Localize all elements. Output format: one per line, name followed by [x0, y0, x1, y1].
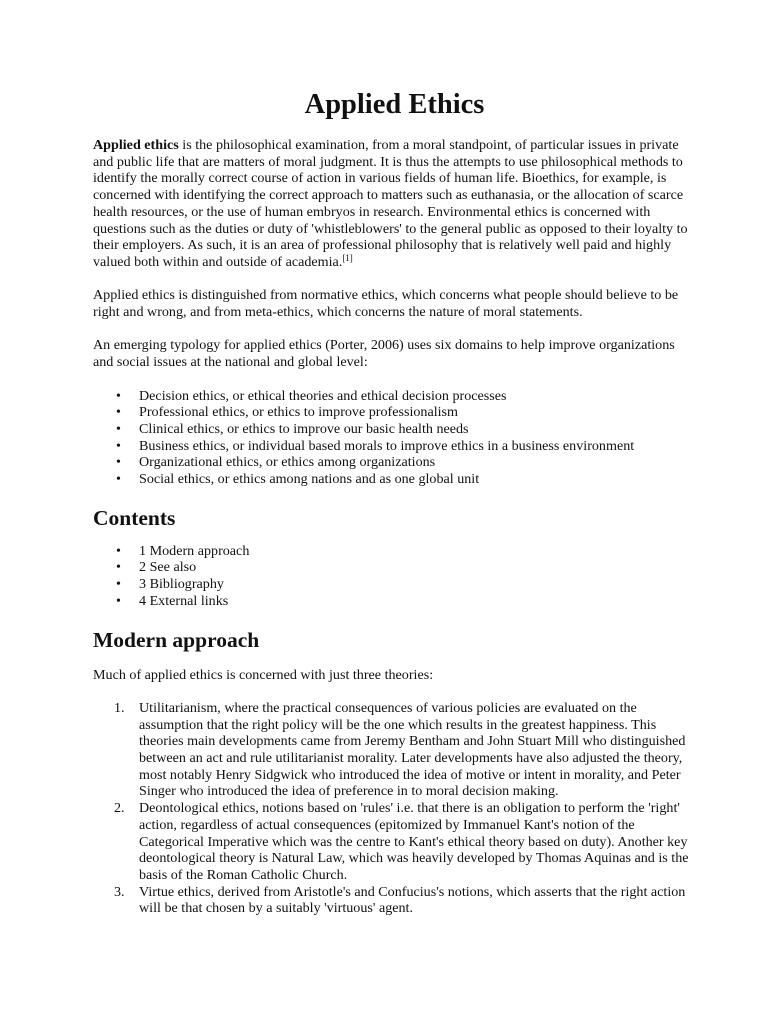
- contents-heading: Contents: [93, 505, 176, 530]
- page-title: Applied Ethics: [304, 89, 485, 120]
- list-item: • Professional ethics, or ethics to improve professionalism: [116, 404, 459, 421]
- toc-item-modern-approach[interactable]: • 1 Modern approach: [116, 542, 250, 559]
- list-item: 2. Deontological ethics, notions based on 'rules' i.e. that there is an obligation to perform the 'right' action, regardless of actual consequences (epitomized by Immanuel Kant's notion of the Categorical Imperative which was the centre to Kant's ethical theory based on duty). Another key deontological theory is Natural Law, which was heavily developed by Thomas Aquinas and is the basis of the Roman Catholic Church.: [114, 800, 689, 883]
- bullet-icon: •: [116, 576, 121, 593]
- bullet-icon: •: [116, 420, 121, 437]
- domains-list: [93, 388, 696, 488]
- footnote-link[interactable]: [1]: [342, 252, 353, 263]
- intro-paragraph: [93, 137, 696, 271]
- modern-intro-paragraph: Much of applied ethics is concerned with just three theories:: [93, 666, 434, 683]
- toc-item-external-links[interactable]: • 4 External links: [116, 592, 229, 609]
- modern-approach-heading: Modern approach: [93, 627, 260, 652]
- list-item: • Clinical ethics, or ethics to improve our basic health needs: [116, 420, 469, 437]
- toc-item-bibliography[interactable]: • 3 Bibliography: [116, 576, 224, 593]
- list-item: • Social ethics, or ethics among nations and as one global unit: [116, 471, 480, 488]
- typology-paragraph: An emerging typology for applied ethics (Porter, 2006) uses six domains to help improve organizations and social issues at the national and global level:: [93, 337, 675, 371]
- theories-list: [93, 700, 696, 917]
- list-item: • Organizational ethics, or ethics among organizations: [116, 454, 436, 471]
- bullet-icon: •: [116, 387, 121, 404]
- bullet-icon: •: [116, 592, 121, 609]
- intro-text: is the philosophical examination, from a moral standpoint, of particular issues in private and public life that are matters of moral judgment. It is thus the attempts to use philosophical methods to identify the morally correct course of action in various fields of human life. Bioethics, for example, is concerned with identifying the correct approach to matters such as euthanasia, or the allocation of scarce health resources, or the use of human embryos in research. Environmental ethics is concerned with questions such as the duties or duty of 'whistleblowers' to the general public as opposed to their loyalty to their employers. As such, it is an area of professional philosophy that is relatively well paid and highly valued both within and outside of academia.: [93, 137, 688, 270]
- list-number: 3.: [114, 883, 125, 900]
- intro-bold-term: Applied ethics: [93, 137, 179, 153]
- bullet-icon: •: [116, 471, 121, 488]
- bullet-icon: •: [116, 437, 121, 454]
- list-number: 2.: [114, 800, 125, 817]
- list-item: 1. Utilitarianism, where the practical consequences of various policies are evaluated on the assumption that the right policy will be the one which results in the greatest happiness. This theories main developments came from Jeremy Bentham and John Stuart Mill who distinguished between an act and rule utilitarianist morality. Later developments have also adjusted the theory, most notably Henry Sidgwick who introduced the idea of motive or intent in morality, and Peter Singer who introduced the idea of preference in to moral decision making.: [114, 699, 686, 800]
- toc-item-see-also[interactable]: • 2 See also: [116, 559, 197, 576]
- bullet-icon: •: [116, 454, 121, 471]
- contents-list: [93, 543, 696, 610]
- list-item: 3. Virtue ethics, derived from Aristotle's and Confucius's notions, which asserts that the right action will be that chosen by a suitably 'virtuous' agent.: [114, 883, 686, 917]
- list-item: • Decision ethics, or ethical theories and ethical decision processes: [116, 387, 507, 404]
- list-item: • Business ethics, or individual based morals to improve ethics in a business environment: [116, 437, 635, 454]
- bullet-icon: •: [116, 542, 121, 559]
- bullet-icon: •: [116, 559, 121, 576]
- list-number: 1.: [114, 699, 125, 716]
- bullet-icon: •: [116, 404, 121, 421]
- article-body: [93, 137, 696, 917]
- normative-paragraph: Applied ethics is distinguished from normative ethics, which concerns what people should believe to be right and wrong, and from meta-ethics, which concerns the nature of moral statements.: [93, 287, 679, 321]
